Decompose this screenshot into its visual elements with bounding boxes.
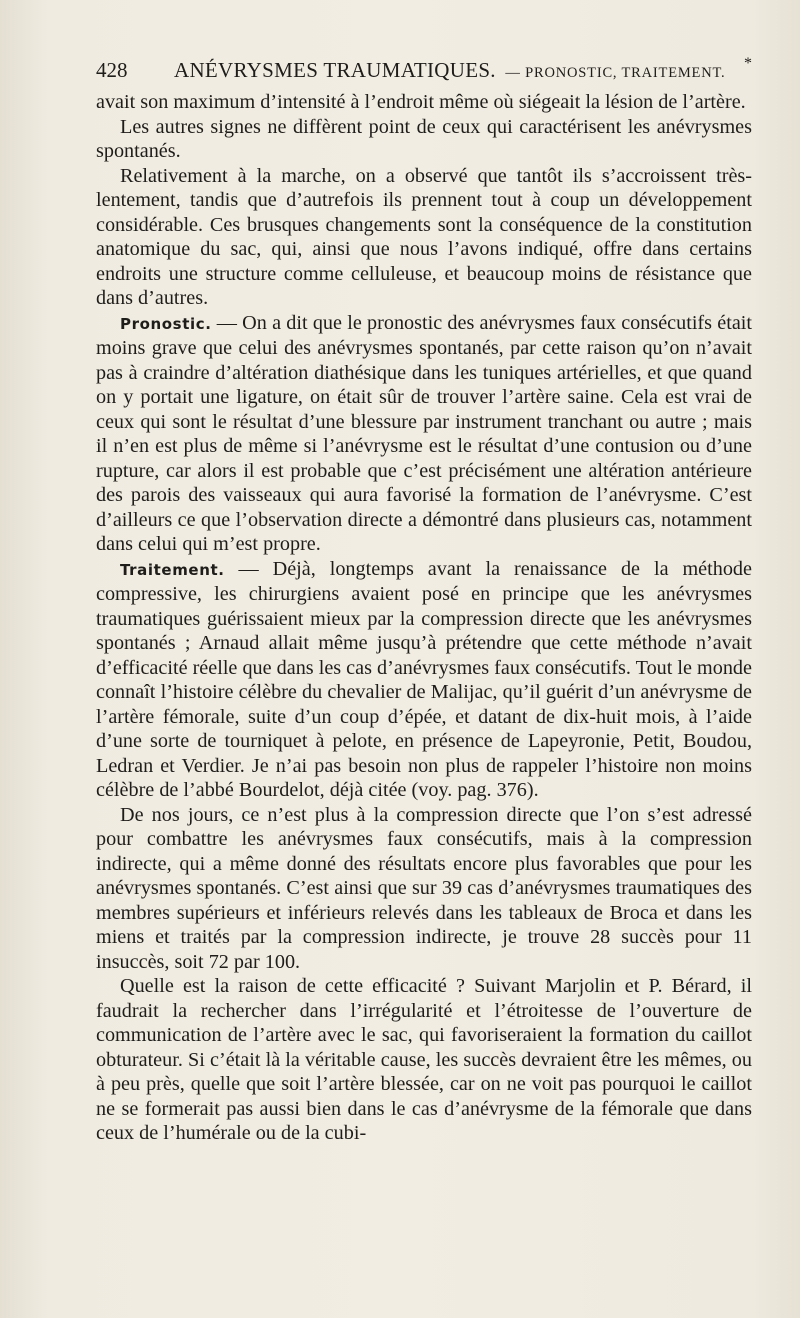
page-number: 428 — [96, 58, 128, 82]
paragraph-traitement — [96, 557, 752, 803]
paragraph-signs: Les autres signes ne diffèrent point de ceux qui caractérisent les anévrysmes spontanés. — [96, 115, 752, 162]
paragraph-pronostic-text: — On a dit que le pronostic des anévrysmes faux consécutifs était moins grave que celui des anévrysmes spontanés, par cette raison qu’on n’avait pas à craindre d’altération diathésique dans les tuniques artérielles, et que quand on y portait une ligature, on était sûr de trouver l’artère saine. Cela est vrai de ceux qui sont le résultat d’une blessure par instrument tranchant ou autre ; mais il n’en est plus de même si l’anévrysme est le résultat d’une contusion ou d’une rupture, car alors il est probable que c’est précisément une altération antérieure des parois des vaisseaux qui aura favorisé la formation de l’anévrysme. C’est d’ailleurs ce que l’observation directe a démontré dans plusieurs cas, notamment dans celui qui m’est propre. — [96, 311, 752, 555]
paragraph-indirect-compression: De nos jours, ce n’est plus à la compression directe que l’on s’est adressé pour combattre les anévrysmes faux consécutifs, mais à la compression indirecte, qui a même donné des résultats encore plus favorables que pour les anévrysmes spontanés. C’est ainsi que sur 39 cas d’anévrysmes traumatiques des membres supérieurs et inférieurs relevés dans les tableaux de Broca et dans les miens et traités par la compression indirecte, je trouve 28 succès pour 11 insuccès, soit 72 par 100. — [96, 803, 752, 973]
paragraph-traitement-text: — Déjà, longtemps avant la renaissance de la méthode compressive, les chirurgiens avaient posé en principe que les anévrysmes traumatiques guérissaient mieux par la compression directe que les anévrysmes spontanés ; Arnaud allait même jusqu’à prétendre que cette méthode n’avait d’efficacité réelle que dans les cas d’anévrysmes faux consécutifs. Tout le monde connaît l’histoire célèbre du chevalier de Malijac, qu’il guérit d’un anévrysme de l’artère fémorale, suite d’un coup d’épée, et datant de dix-huit mois, à l’aide d’une sorte de tourniquet à pelote, en présence de Lapeyronie, Petit, Boudou, Ledran et Verdier. Je n’ai pas besoin non plus de rappeler l’histoire non moins célèbre de l’abbé Bourdelot, déjà citée (voy. pag. 376). — [96, 557, 752, 801]
running-title — [174, 58, 725, 83]
header-title: ANÉVRYSMES TRAUMATIQUES. — [174, 58, 496, 82]
printer-mark: * — [744, 55, 752, 72]
header-subtitle: — PRONOSTIC, TRAITEMENT. — [505, 65, 726, 81]
paragraph-pronostic — [96, 311, 752, 557]
page-body — [96, 90, 752, 1146]
paragraph-progression: Relativement à la marche, on a observé que tantôt ils s’accroissent très-lentement, tandis que d’autrefois ils prennent tout à coup un développement considérable. Ces brusques changements sont la conséquence de la constitution anatomique du sac, qui, ainsi que nous l’avons indiqué, offre dans certains endroits une structure comme celluleuse, et beaucoup moins de résistance que dans d’autres. — [96, 164, 752, 309]
paragraph-continuation: avait son maximum d’intensité à l’endroit même où siégeait la lésion de l’artère. — [96, 91, 746, 113]
run-in-heading-traitement: Traitement. — [120, 560, 225, 579]
paragraph-efficacy: Quelle est la raison de cette efficacité ? Suivant Marjolin et P. Bérard, il faudrait la rechercher dans l’irrégularité et l’étroitesse de l’ouverture de communication de l’artère avec le sac, qui favoriseraient la formation du caillot obturateur. Si c’était là la véritable cause, les succès devraient être les mêmes, ou à peu près, quelle que soit l’artère blessée, car on ne voit pas pourquoi le caillot ne se formerait pas aussi bien dans le cas d’anévrysme de la fémorale que dans ceux de l’humérale ou de la cubi- — [96, 975, 752, 1144]
running-header — [96, 55, 756, 88]
run-in-heading-pronostic: Pronostic. — [120, 314, 212, 333]
